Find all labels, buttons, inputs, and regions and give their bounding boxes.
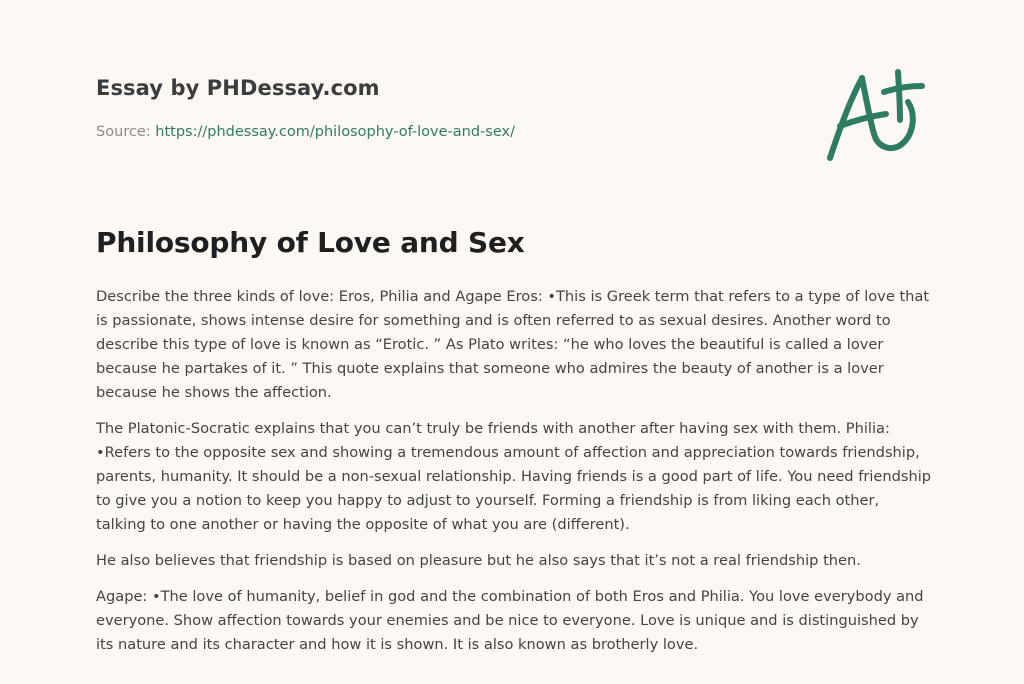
site-title: Essay by PHDessay.com (96, 76, 380, 100)
paragraph: Describe the three kinds of love: Eros, Philia and Agape Eros: •This is Greek term that refers to a type of love that is passionate, shows intense desire for something and is often referred to as sexual desires. Another word to describe this type of love is known as “Erotic. ” As Plato writes: “he who loves the beautiful is called a lover because he partakes of it. ” This quote explains that someone who admires the beauty of another is a lover because he shows the affection. (96, 288, 930, 401)
source-label: Source: (96, 124, 151, 140)
paragraph: He also believes that friendship is based on pleasure but he also says that it’s not a real friendship then. (96, 552, 861, 569)
source-line (96, 124, 515, 140)
source-link[interactable]: https://phdessay.com/philosophy-of-love-and-sex/ (155, 124, 515, 140)
a-plus-logo-icon (822, 68, 926, 164)
paragraph: The Platonic-Socratic explains that you can’t truly be friends with another after having sex with them. Philia: •Refers to the opposite sex and showing a tremendous amount of affection and appreciation towards friendship, parents, humanity. It should be a non-sexual relationship. Having friends is a good part of life. You need friendship to give you a notion to keep you happy to adjust to yourself. Forming a friendship is from liking each other, talking to one another or having the opposite of what you are (different). (96, 420, 932, 533)
paragraph: Agape: •The love of humanity, belief in god and the combination of both Eros and Philia. You love everybody and everyone. Show affection towards your enemies and be nice to everyone. Love is unique and is distinguished by its nature and its character and how it is shown. It is also known as brotherly love. (96, 588, 924, 653)
document-title: Philosophy of Love and Sex (96, 226, 525, 259)
site-header (96, 76, 380, 100)
article-body (96, 285, 932, 669)
